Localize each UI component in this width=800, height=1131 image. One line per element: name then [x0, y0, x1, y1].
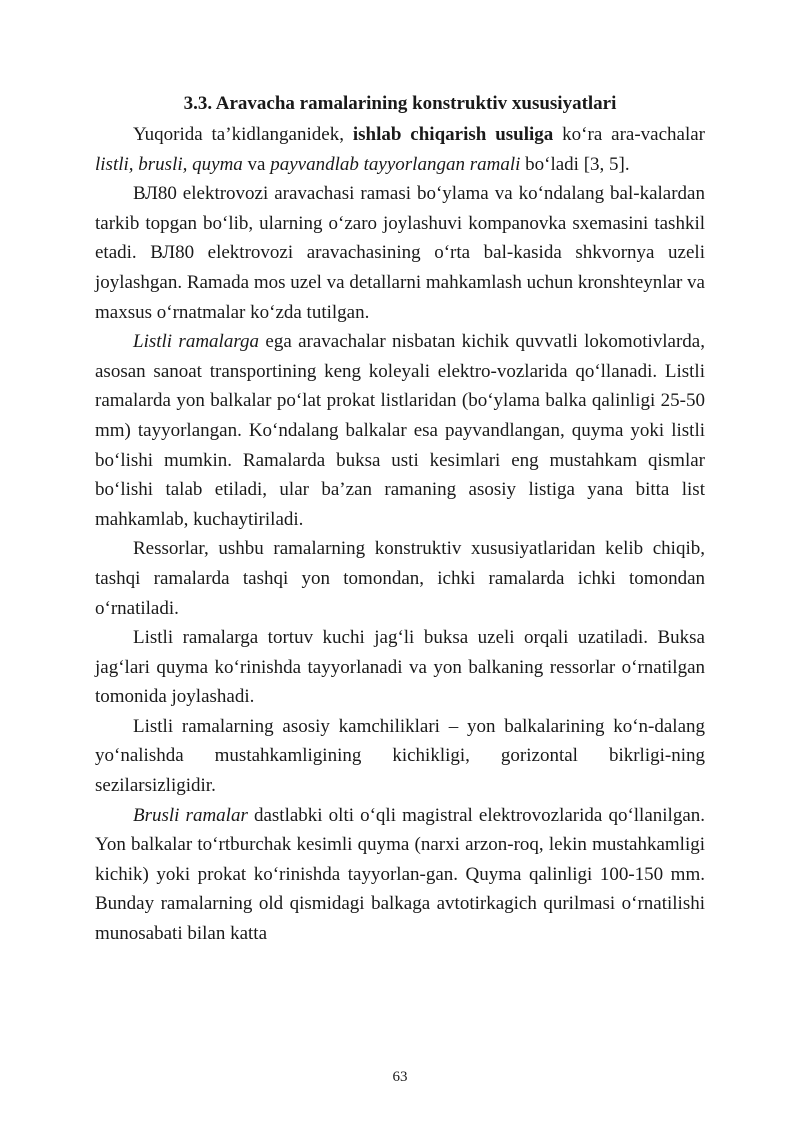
text-run: bo‘ladi [3, 5]. — [520, 153, 630, 175]
paragraph-springs: Ressorlar, ushbu ramalarning konstruktiv xususiyatlaridan kelib chiqib, tashqi ramalarda tashqi yon tomondan, ichki ramalarda ichki tomondan o‘rnatiladi. — [95, 538, 705, 619]
italic-term: listli, brusli, quyma — [95, 153, 243, 175]
paragraph-drawbacks: Listli ramalarning asosiy kamchiliklari – yon balkalarining ko‘n-dalang yo‘nalishda mustahkamligining kichikligi, gorizontal bikrligi-ning sezilarsizligidir. — [95, 715, 705, 797]
italic-term: payvandlab tayyorlangan ramali — [270, 153, 521, 175]
text-run: dastlabki olti o‘qli magistral elektrovozlarida qo‘llanilgan. Yon balkalar to‘rtburchak kesimli quyma (narxi arzon-roq, lekin mustahkamligi kichik) yoki prokat ko‘rinishda tayyorlan-gan. Quyma qalinligi 100-150 mm. Bunday ramalarning old qismidagi balkaga avtotirkagich qurilmasi o‘rnatilishi munosabati bilan katta — [95, 804, 706, 945]
text-run: ega aravachalar nisbatan kichik quvvatli lokomotivlarda, asosan sanoat transportining keng koleyali elektro-vozlarida qo‘llanadi. Listli ramalarda yon balkalar po‘lat prokat listlaridan (bo‘ylama balka qalinligi 25-50 mm) tayyorlangan. Ko‘ndalang balkalar esa payvandlangan, quyma yoki listli bo‘lishi mumkin. Ramalarda buksa usti kesimlari eng mustahkam qismlar bo‘lishi talab etiladi, ular ba’zan ramaning asosiy listiga yana bitta list mahkamlab, kuchaytiriladi. — [95, 331, 705, 530]
text-run: Yuqorida ta’kidlanganidek, — [133, 124, 353, 145]
paragraph-bar-frames — [95, 801, 705, 949]
paragraph-traction: Listli ramalarga tortuv kuchi jag‘li buksa uzeli orqali uzatiladi. Buksa jag‘lari quyma ko‘rinishda tayyorlanadi va yon balkaning ressorlar o‘rnatilgan tomonida joylashadi. — [95, 627, 705, 708]
bold-term: ishlab chiqarish usuliga — [352, 124, 554, 145]
paragraph-intro — [95, 120, 705, 179]
italic-term: Listli ramalarga — [133, 331, 260, 353]
section-heading: 3.3. Aravacha ramalarining konstruktiv xususiyatlari — [183, 93, 617, 114]
page-number: 63 — [392, 1069, 408, 1085]
text-run: va — [242, 153, 271, 175]
italic-term: Brusli ramalar — [133, 804, 248, 826]
paragraph-sheet-frames — [95, 327, 705, 534]
paragraph-vl80-frame: ВЛ80 elektrovozi aravachasi ramasi bo‘ylama va ko‘ndalang bal-kalardan tarkib topgan bo‘lib, ularning o‘zaro joylashuvi kompanovka sxemasini tashkil etadi. ВЛ80 elektrovozi aravachasining o‘rta bal-kasida shkvornya uzeli joylashgan. Ramada mos uzel va detallarni mahkamlash uchun kronshteynlar va maxsus o‘rnatmalar ko‘zda tutilgan. — [95, 183, 705, 323]
text-run: ko‘ra ara-vachalar — [553, 124, 705, 145]
body-text — [95, 90, 705, 949]
